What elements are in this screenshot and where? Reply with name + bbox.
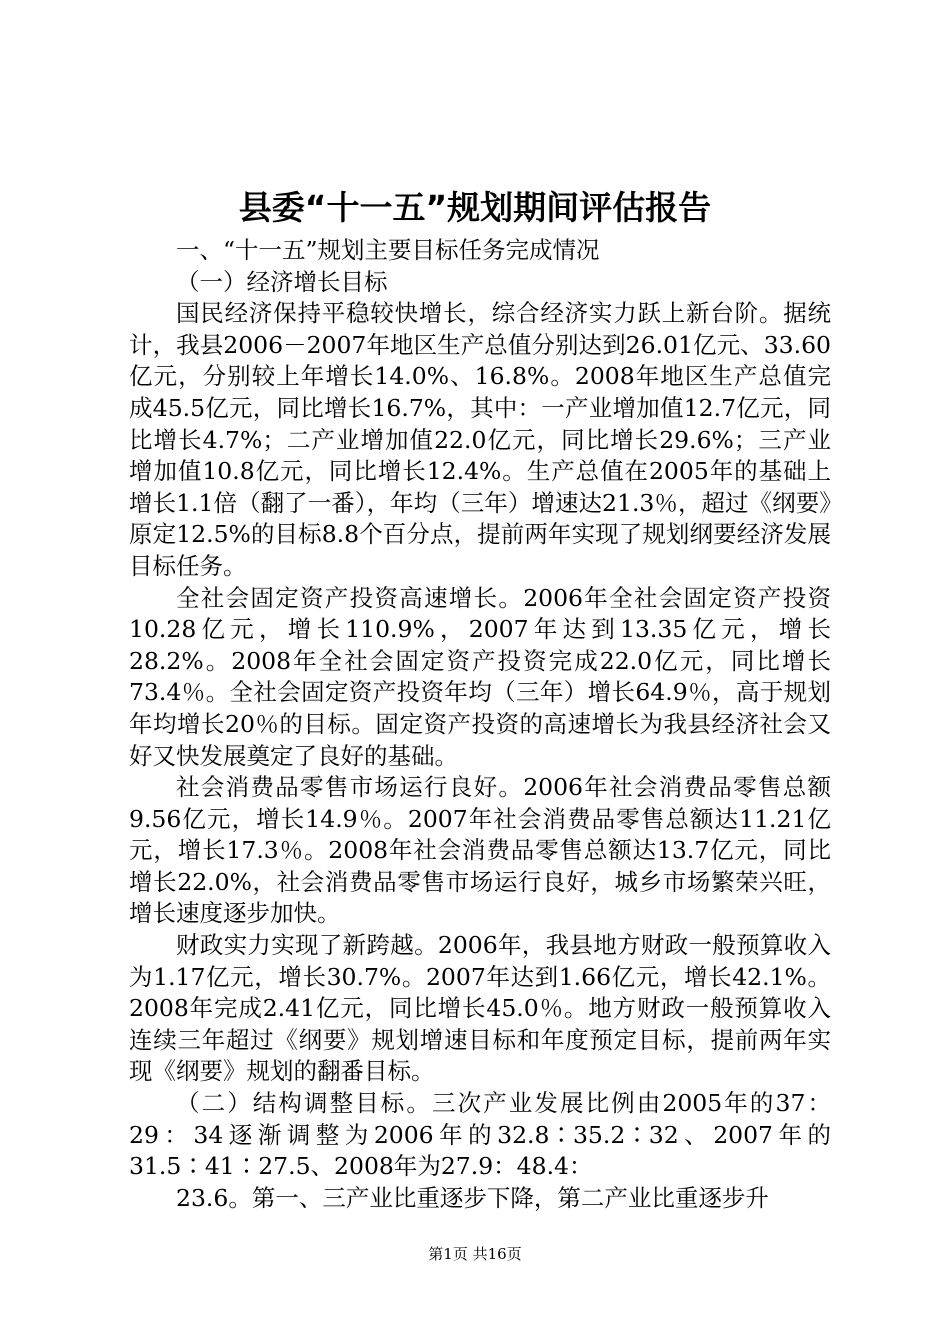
paragraph-retail-sales: 社会消费品零售市场运行良好。2006年社会消费品零售总额9.56亿元，增长14.9％。2007年社会消费品零售总额达11.21亿元，增长17.3％。2008年社会消费品零售总额达13.7亿元，同比增长22.0%，社会消费品零售市场运行良好，城乡市场繁荣兴旺，增长速度逐步加快。 (129, 773, 831, 928)
section-heading: 一、“十一五”规划主要目标任务完成情况 (176, 236, 600, 264)
document-body (129, 235, 831, 1214)
paragraph-continuation: 23.6。第一、三产业比重逐步下降，第二产业比重逐步升 (176, 1183, 769, 1212)
paragraph-economic-growth: 国民经济保持平稳较快增长，综合经济实力跃上新台阶。据统计，我县2006－2007年地区生产总值分别达到26.01亿元、33.60亿元，分别较上年增长14.0%、16.8%。2008年地区生产总值完成45.5亿元，同比增长16.7%，其中：一产业增加值12.7亿元，同比增长4.7%；二产业增加值22.0亿元，同比增长29.6%；三产业增加值10.8亿元，同比增长12.4%。生产总值在2005年的基础上增长1.1倍（翻了一番），年均（三年）增速达21.3％，超过《纲要》原定12.5%的目标8.8个百分点，提前两年实现了规划纲要经济发展目标任务。 (129, 299, 831, 580)
document-title: 县委“十一五”规划期间评估报告 (238, 188, 712, 227)
paragraph-fiscal-revenue: 财政实力实现了新跨越。2006年，我县地方财政一般预算收入为1.17亿元，增长30.7%。2007年达到1.66亿元，增长42.1%。2008年完成2.41亿元，同比增长45.0％。地方财政一般预算收入连续三年超过《纲要》规划增速目标和年度预定目标，提前两年实现《纲要》规划的翻番目标。 (129, 931, 831, 1086)
paragraph-fixed-asset-investment: 全社会固定资产投资高速增长。2006年全社会固定资产投资10.28亿元，增长110.9%，2007年达到13.35亿元，增长28.2%。2008年全社会固定资产投资完成22.0亿元，同比增长73.4％。全社会固定资产投资年均（三年）增长64.9％，高于规划年均增长20％的目标。固定资产投资的高速增长为我县经济社会又好又快发展奠定了良好的基础。 (129, 583, 831, 770)
subsection-heading: （一）经济增长目标 (176, 267, 388, 296)
paragraph-structural-adjustment: （二）结构调整目标。三次产业发展比例由2005年的37：29：34逐渐调整为2006年的32.8∶35.2∶32、2007年的31.5∶41∶27.5、2008年为27.9：48.4： (129, 1089, 831, 1181)
page-footer: 第1页 共16页 (428, 1245, 522, 1263)
